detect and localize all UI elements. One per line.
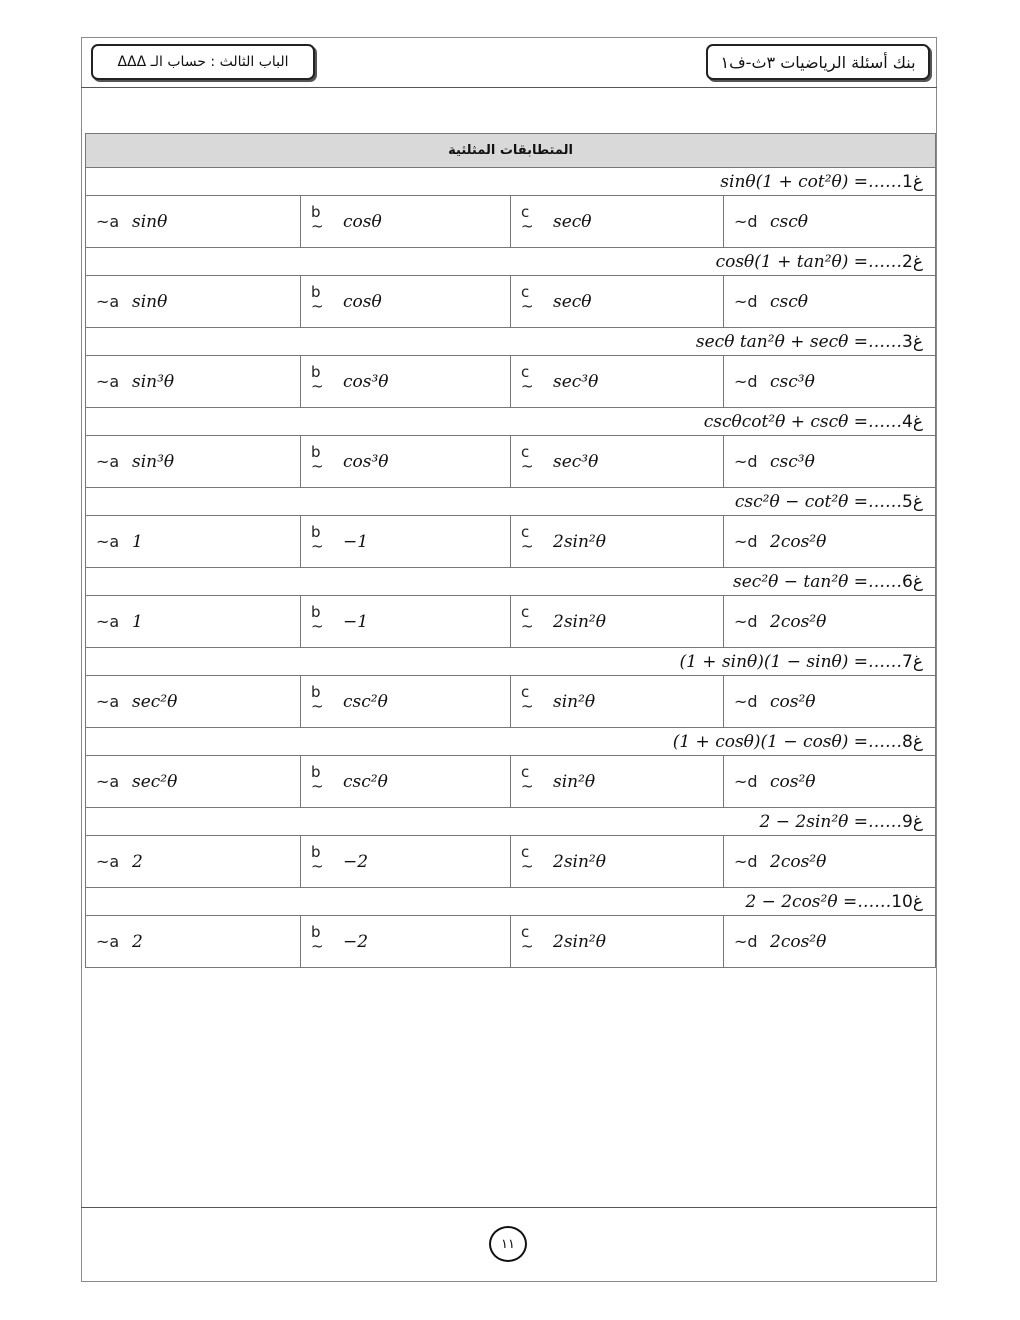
option-letter: b ~: [311, 202, 324, 235]
option-letter: b ~: [311, 602, 324, 635]
option-choice[interactable]: [86, 276, 301, 328]
question-cell: [86, 728, 936, 756]
option-letter: ~a: [96, 212, 120, 231]
question-expression: secθ tan²θ + secθ =……: [695, 331, 903, 352]
option-value: secθ: [553, 291, 592, 312]
option-letter: b ~: [311, 362, 324, 395]
option-letter: ~d: [734, 932, 758, 951]
option-letter: ~a: [96, 612, 120, 631]
options-row: [86, 516, 936, 568]
option-letter: c ~: [521, 842, 534, 875]
option-value: cosθ: [343, 291, 382, 312]
option-letter: c ~: [521, 922, 534, 955]
option-value: cos²θ: [770, 771, 816, 792]
options-row: [86, 756, 936, 808]
option-choice[interactable]: [301, 356, 511, 408]
question-expression: sinθ(1 + cot²θ) =……: [720, 171, 903, 192]
option-letter: c ~: [521, 522, 534, 555]
option-choice[interactable]: [511, 836, 724, 888]
option-choice[interactable]: [724, 516, 936, 568]
option-choice[interactable]: [724, 916, 936, 968]
option-letter: ~a: [96, 932, 120, 951]
option-choice[interactable]: [511, 596, 724, 648]
option-letter: ~d: [734, 692, 758, 711]
option-letter: ~a: [96, 532, 120, 551]
option-letter: c ~: [521, 202, 534, 235]
option-letter: ~d: [734, 852, 758, 871]
chapter-title-box: [91, 44, 315, 80]
options-row: [86, 916, 936, 968]
options-row: [86, 436, 936, 488]
question-number: غ2: [902, 251, 924, 272]
question-expression: cosθ(1 + tan²θ) =……: [715, 251, 903, 272]
option-letter: ~d: [734, 212, 758, 231]
question-expression: 2 − 2cos²θ =……: [745, 891, 892, 912]
option-value: cos²θ: [770, 691, 816, 712]
option-choice[interactable]: [724, 436, 936, 488]
option-choice[interactable]: [301, 756, 511, 808]
question-cell: [86, 408, 936, 436]
option-value: cscθ: [770, 291, 809, 312]
question-expression: sec²θ − tan²θ =……: [733, 571, 903, 592]
option-letter: ~d: [734, 772, 758, 791]
option-letter: b ~: [311, 442, 324, 475]
question-cell: [86, 328, 936, 356]
option-value: sec³θ: [553, 451, 599, 472]
option-choice[interactable]: [511, 436, 724, 488]
option-letter: b ~: [311, 522, 324, 555]
option-letter: ~a: [96, 452, 120, 471]
chapter-title: الباب الثالث : حساب الـ ΔΔΔ: [117, 54, 289, 70]
option-letter: ~a: [96, 852, 120, 871]
option-letter: c ~: [521, 602, 534, 635]
option-choice[interactable]: [86, 916, 301, 968]
option-letter: ~d: [734, 292, 758, 311]
option-letter: c ~: [521, 282, 534, 315]
header-title: بنك أسئلة الرياضيات ٣ث-ف١: [720, 52, 916, 72]
option-choice[interactable]: [301, 436, 511, 488]
option-choice[interactable]: [86, 436, 301, 488]
option-value: sin³θ: [132, 371, 175, 392]
option-letter: ~a: [96, 372, 120, 391]
option-choice[interactable]: [724, 356, 936, 408]
option-choice[interactable]: [724, 756, 936, 808]
option-choice[interactable]: [301, 196, 511, 248]
question-cell: [86, 648, 936, 676]
question-number: غ6: [902, 571, 924, 592]
option-choice[interactable]: [301, 276, 511, 328]
question-cell: [86, 808, 936, 836]
option-letter: c ~: [521, 362, 534, 395]
question-cell: [86, 168, 936, 196]
option-letter: ~d: [734, 532, 758, 551]
option-value: 2sin²θ: [553, 931, 606, 952]
options-row: [86, 276, 936, 328]
option-choice[interactable]: [86, 356, 301, 408]
option-value: csc³θ: [770, 451, 815, 472]
option-choice[interactable]: [724, 196, 936, 248]
options-row: [86, 356, 936, 408]
question-number: غ7: [902, 651, 924, 672]
option-choice[interactable]: [86, 196, 301, 248]
option-value: cscθ: [770, 211, 809, 232]
option-value: −1: [343, 611, 369, 632]
option-choice[interactable]: [724, 676, 936, 728]
option-choice[interactable]: [301, 836, 511, 888]
option-choice[interactable]: [86, 676, 301, 728]
question-expression: (1 + cosθ)(1 − cosθ) =……: [672, 731, 903, 752]
option-letter: ~a: [96, 292, 120, 311]
option-choice[interactable]: [724, 596, 936, 648]
option-value: 2: [132, 931, 143, 952]
option-value: 1: [132, 531, 143, 552]
option-value: sin³θ: [132, 451, 175, 472]
question-number: غ9: [902, 811, 924, 832]
option-choice[interactable]: [511, 916, 724, 968]
section-title-row: [86, 134, 936, 168]
option-choice[interactable]: [86, 836, 301, 888]
option-choice[interactable]: [511, 756, 724, 808]
question-expression: csc²θ − cot²θ =……: [734, 491, 903, 512]
option-value: cosθ: [343, 211, 382, 232]
question-number: غ1: [902, 171, 924, 192]
question-expression: cscθcot²θ + cscθ =……: [703, 411, 903, 432]
option-letter: c ~: [521, 762, 534, 795]
option-value: 2sin²θ: [553, 611, 606, 632]
option-value: 2: [132, 851, 143, 872]
question-number: غ3: [902, 331, 924, 352]
question-expression: 2 − 2sin²θ =……: [759, 811, 903, 832]
question-number: غ8: [902, 731, 924, 752]
option-value: −2: [343, 931, 369, 952]
option-value: sin²θ: [553, 771, 596, 792]
option-letter: b ~: [311, 762, 324, 795]
option-choice[interactable]: [511, 196, 724, 248]
option-choice[interactable]: [86, 596, 301, 648]
header-divider: [81, 87, 937, 88]
question-row: [86, 408, 936, 436]
option-value: 2cos²θ: [770, 851, 827, 872]
option-choice[interactable]: [511, 356, 724, 408]
options-row: [86, 596, 936, 648]
option-letter: c ~: [521, 442, 534, 475]
option-value: 2cos²θ: [770, 931, 827, 952]
option-value: 1: [132, 611, 143, 632]
question-number: غ10: [891, 891, 924, 912]
question-row: [86, 328, 936, 356]
option-value: sec³θ: [553, 371, 599, 392]
option-value: csc²θ: [343, 691, 388, 712]
question-row: [86, 568, 936, 596]
option-value: −1: [343, 531, 369, 552]
question-cell: [86, 888, 936, 916]
options-row: [86, 836, 936, 888]
option-letter: ~a: [96, 772, 120, 791]
option-choice[interactable]: [301, 676, 511, 728]
options-row: [86, 676, 936, 728]
options-row: [86, 196, 936, 248]
option-choice[interactable]: [86, 516, 301, 568]
page-number-text: ١١: [501, 1236, 515, 1252]
option-value: −2: [343, 851, 369, 872]
option-letter: b ~: [311, 922, 324, 955]
option-letter: ~d: [734, 452, 758, 471]
option-value: sec²θ: [132, 691, 178, 712]
option-choice[interactable]: [724, 276, 936, 328]
questions-table: [85, 133, 936, 968]
option-value: sinθ: [132, 291, 168, 312]
question-row: [86, 648, 936, 676]
question-cell: [86, 248, 936, 276]
question-row: [86, 168, 936, 196]
option-choice[interactable]: [511, 516, 724, 568]
page-number: [489, 1226, 527, 1262]
option-letter: ~a: [96, 692, 120, 711]
option-letter: ~d: [734, 372, 758, 391]
option-choice[interactable]: [301, 596, 511, 648]
option-value: 2cos²θ: [770, 531, 827, 552]
footer-divider: [81, 1207, 937, 1208]
question-row: [86, 488, 936, 516]
question-cell: [86, 568, 936, 596]
option-letter: b ~: [311, 842, 324, 875]
question-number: غ5: [902, 491, 924, 512]
option-choice[interactable]: [724, 836, 936, 888]
question-row: [86, 248, 936, 276]
question-cell: [86, 488, 936, 516]
option-value: 2sin²θ: [553, 851, 606, 872]
option-value: sinθ: [132, 211, 168, 232]
section-title: المتطابقات المثلثية: [86, 134, 936, 168]
question-number: غ4: [902, 411, 924, 432]
option-choice[interactable]: [86, 756, 301, 808]
option-value: secθ: [553, 211, 592, 232]
option-choice[interactable]: [511, 276, 724, 328]
option-value: sec²θ: [132, 771, 178, 792]
header-title-box: [706, 44, 930, 80]
option-value: 2cos²θ: [770, 611, 827, 632]
question-row: [86, 728, 936, 756]
option-letter: b ~: [311, 282, 324, 315]
option-value: csc²θ: [343, 771, 388, 792]
option-value: cos³θ: [343, 451, 389, 472]
option-value: cos³θ: [343, 371, 389, 392]
option-letter: ~d: [734, 612, 758, 631]
option-choice[interactable]: [301, 516, 511, 568]
option-value: sin²θ: [553, 691, 596, 712]
option-letter: b ~: [311, 682, 324, 715]
option-value: 2sin²θ: [553, 531, 606, 552]
option-choice[interactable]: [511, 676, 724, 728]
option-letter: c ~: [521, 682, 534, 715]
option-choice[interactable]: [301, 916, 511, 968]
question-row: [86, 808, 936, 836]
question-row: [86, 888, 936, 916]
option-value: csc³θ: [770, 371, 815, 392]
question-expression: (1 + sinθ)(1 − sinθ) =……: [679, 651, 903, 672]
